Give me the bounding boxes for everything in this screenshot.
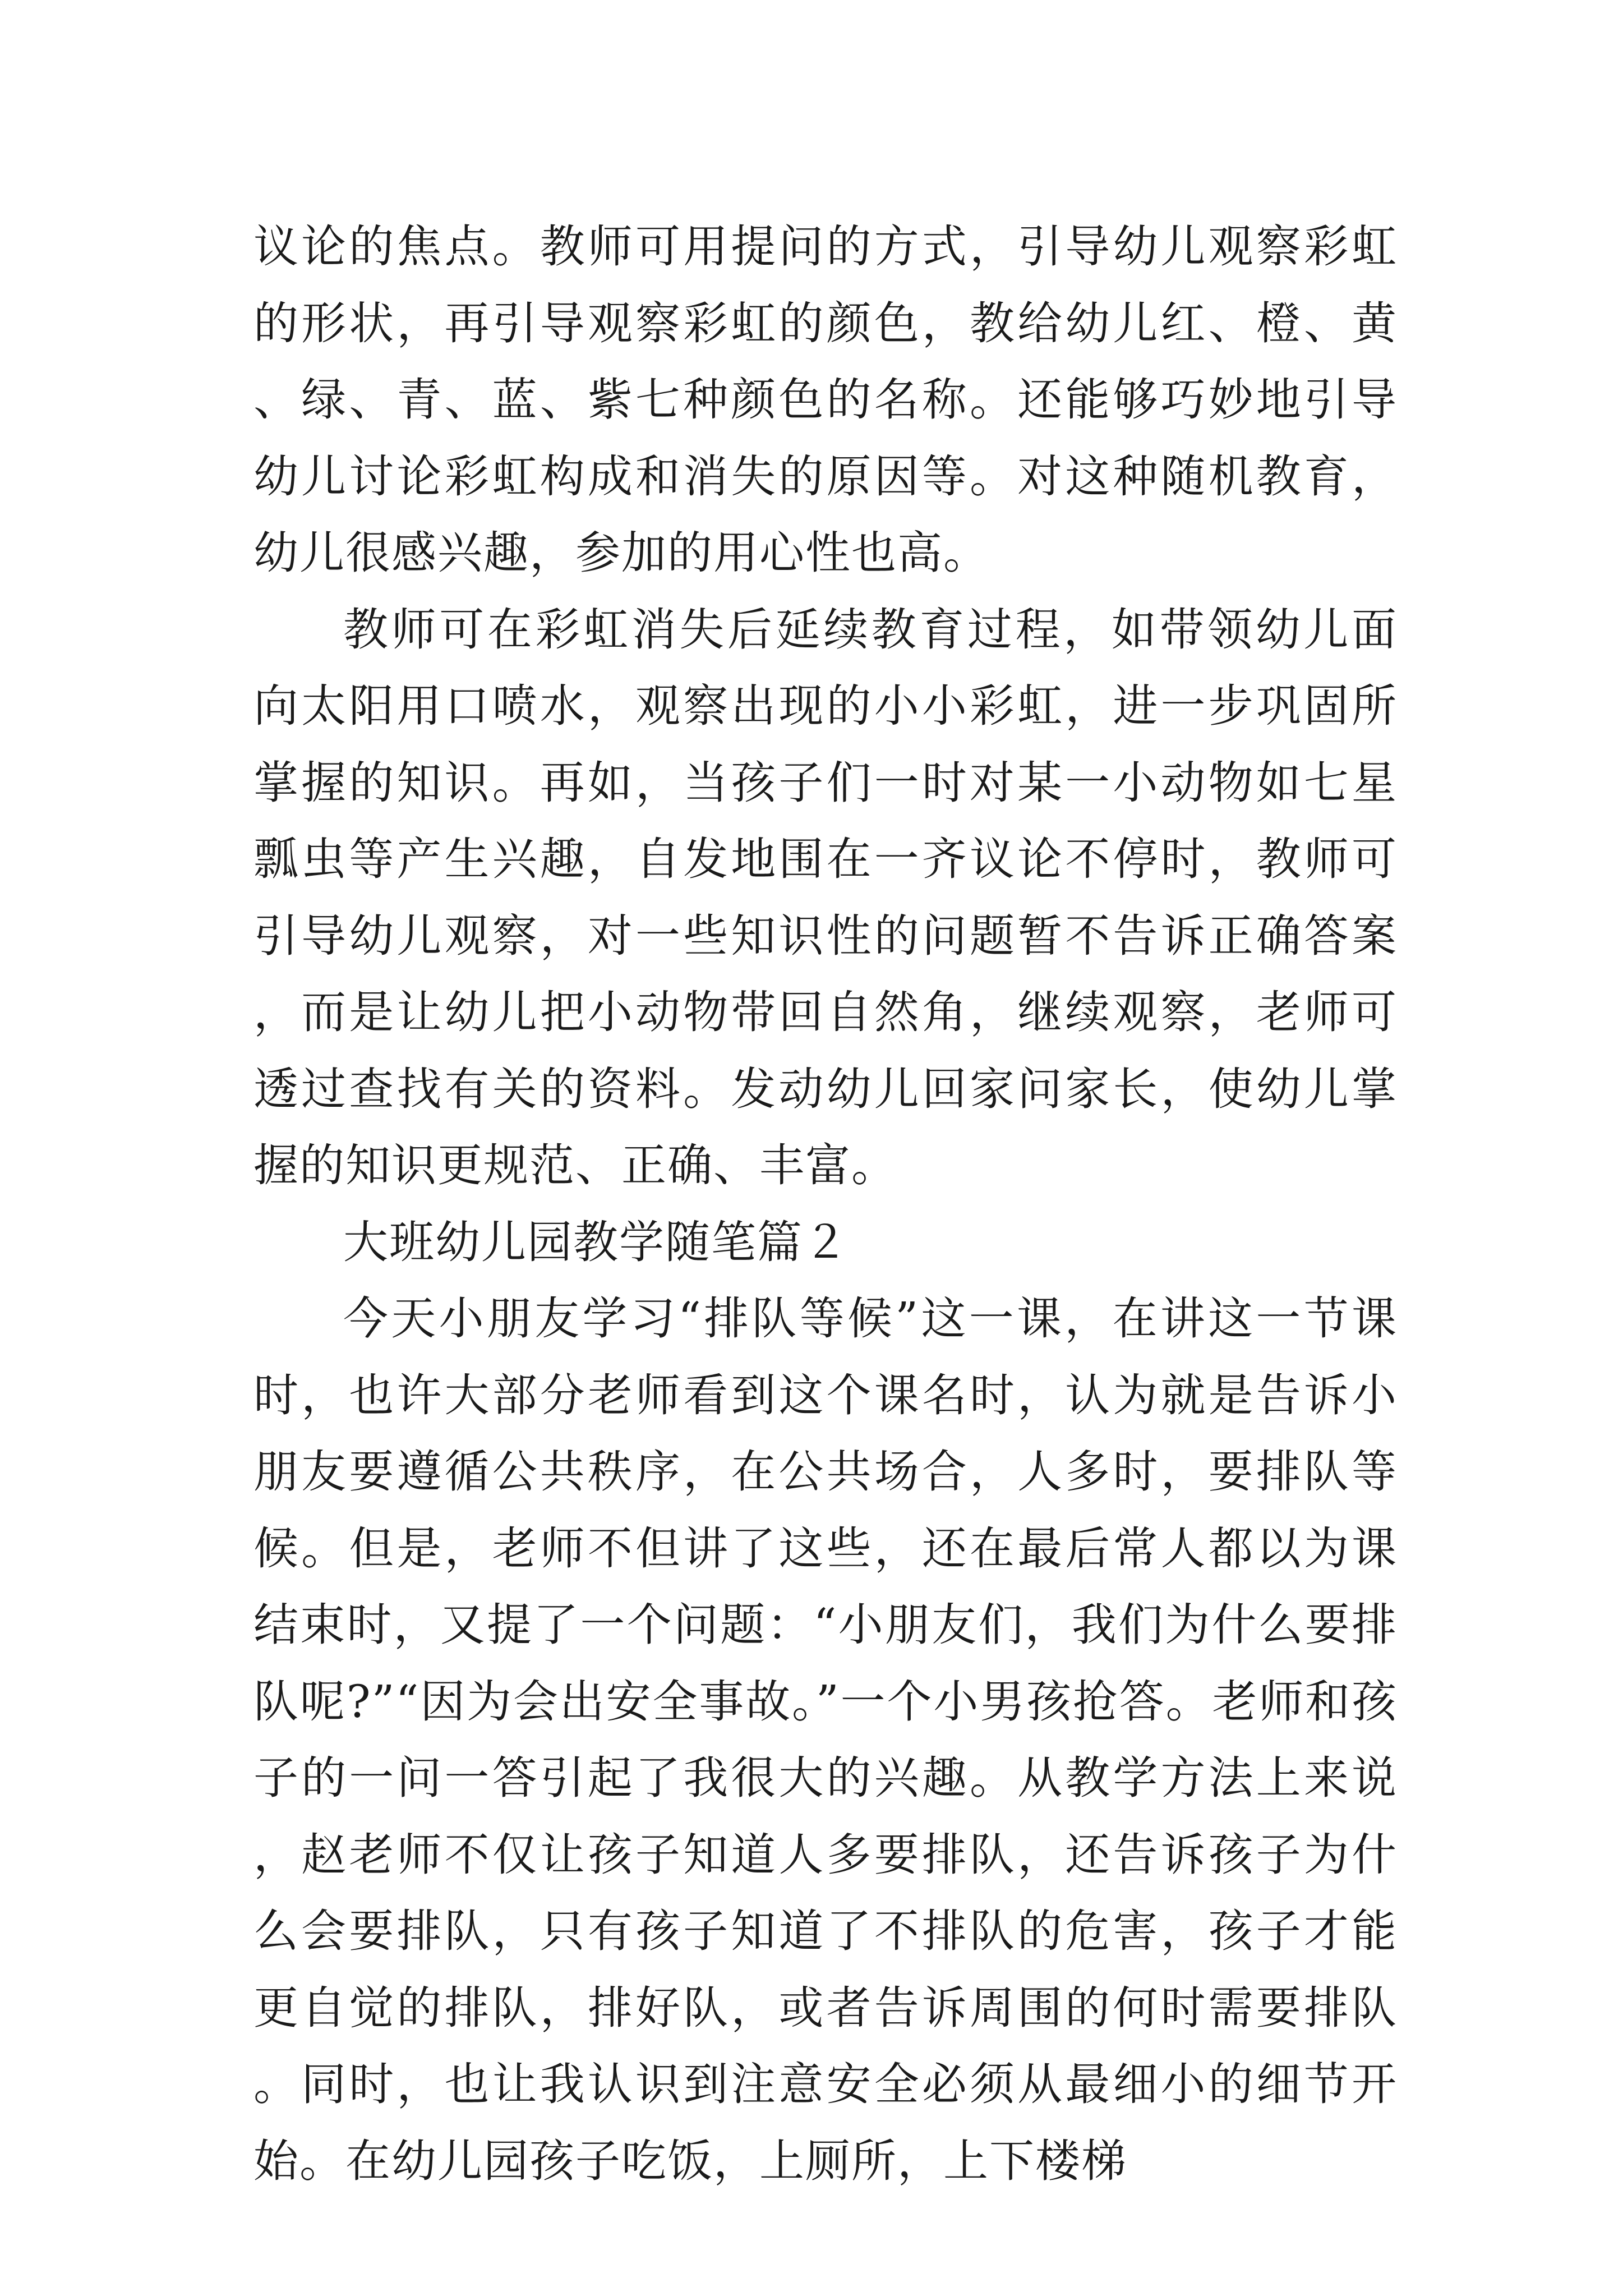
paragraph-rainbow-discussion: 议论的焦点。教师可用提问的方式，引导幼儿观察彩虹的形状，再引导观察彩虹的颜色，教给幼儿红、橙、黄、绿、青、蓝、紫七种颜色的名称。还能够巧妙地引导幼儿讨论彩虹构成和消失的原因等。对这种随机教育，幼儿很感兴趣，参加的用心性也高。: [253, 220, 1398, 579]
section-heading: 大班幼儿园教学随笔篇２: [343, 1216, 849, 1268]
body-text: [253, 209, 1398, 2200]
paragraph-queue-lesson: 今天小朋友学习“排队等候”这一课，在讲这一节课时，也许大部分老师看到这个课名时，认为就是告诉小朋友要遵循公共秩序，在公共场合，人多时，要排队等候。但是，老师不但讲了这些，还在最后常人都以为课结束时，又提了一个问题：“小朋友们，我们为什么要排队呢?”“因为会出安全事故。”一个小男孩抢答。老师和孩子的一问一答引起了我很大的兴趣。从教学方法上来说，赵老师不仅让孩子知道人多要排队，还告诉孩子为什么会要排队，只有孩子知道了不排队的危害，孩子才能更自觉的排队，排好队，或者告诉周围的何时需要排队。同时，也让我认识到注意安全必须从最细小的细节开始。在幼儿园孩子吃饭，上厕所，上下楼梯: [253, 1292, 1398, 2187]
paragraph-extended-education: 教师可在彩虹消失后延续教育过程，如带领幼儿面向太阳用口喷水，观察出现的小小彩虹，进一步巩固所掌握的知识。再如，当孩子们一时对某一小动物如七星瓢虫等产生兴趣，自发地围在一齐议论不停时，教师可引导幼儿观察，对一些知识性的问题暂不告诉正确答案，而是让幼儿把小动物带回自然角，继续观察，老师可透过查找有关的资料。发动幼儿回家问家长，使幼儿掌握的知识更规范、正确、丰富。: [253, 603, 1398, 1191]
